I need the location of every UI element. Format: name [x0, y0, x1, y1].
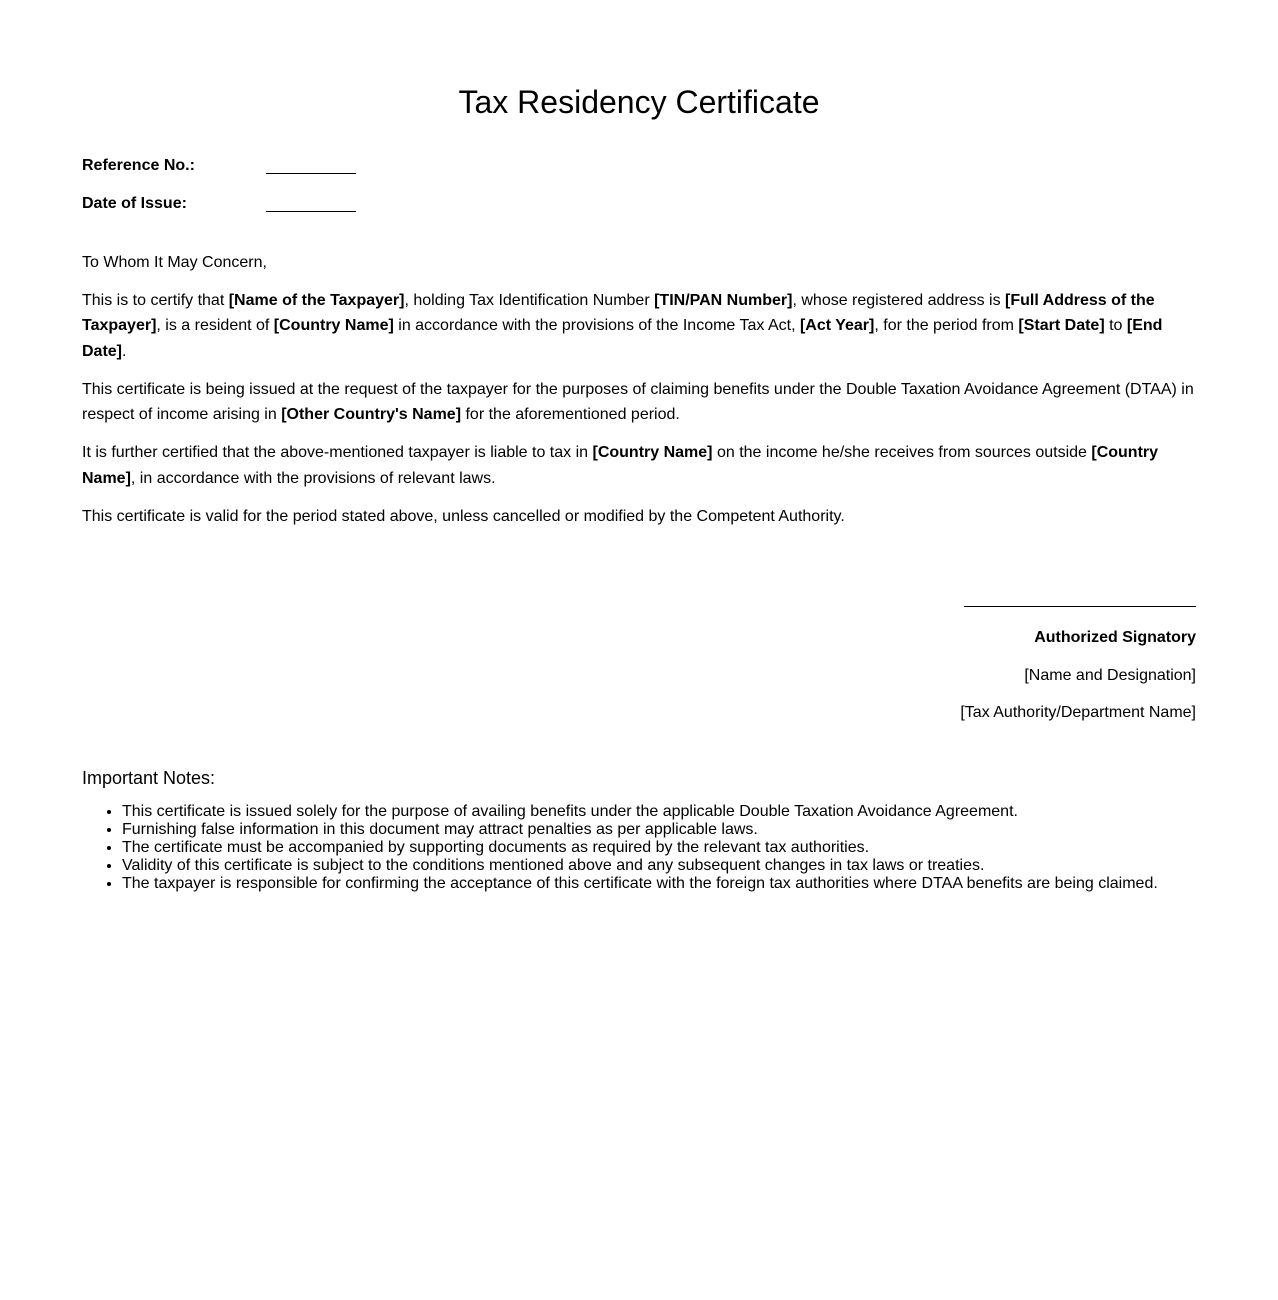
p1-text-3: , whose registered address is — [792, 292, 1006, 309]
salutation: To Whom It May Concern, — [82, 254, 267, 271]
p1-text-1: This is to certify that — [82, 292, 229, 309]
list-item: • Validity of this certificate is subject to the conditions mentioned above and any subsequent changes in tax laws or treaties. — [122, 857, 1196, 875]
country-placeholder-2: [Country Name] — [592, 444, 713, 462]
signature-block — [960, 592, 1196, 723]
p3-text-3: , in accordance with the provisions of relevant laws. — [130, 469, 496, 487]
certificate-body — [82, 250, 1196, 542]
list-item: • The taxpayer is responsible for confirming the acceptance of this certificate with the foreign tax authorities where DTAA benefits are being claimed. — [122, 875, 1196, 893]
p2-text-2: for the aforementioned period. — [461, 406, 680, 424]
reference-blank-line — [266, 156, 356, 174]
act-year-placeholder: [Act Year] — [799, 317, 875, 335]
paragraph-liability — [82, 440, 1196, 491]
notes-list — [82, 803, 1196, 893]
date-label: Date of Issue: — [82, 195, 187, 212]
page-title: Tax Residency Certificate — [458, 84, 820, 120]
signatory-name: [Name and Designation] — [1024, 667, 1196, 684]
notes-heading: Important Notes: — [82, 768, 216, 788]
list-item: • Furnishing false information in this document may attract penalties as per applicable laws. — [122, 821, 1196, 839]
reference-row — [82, 156, 356, 176]
tin-placeholder: [TIN/PAN Number] — [654, 292, 793, 309]
signature-line — [964, 592, 1196, 607]
address-placeholder: [Full Address of the Taxpayer] — [82, 292, 1155, 335]
p1-text-2: , holding Tax Identification Number — [404, 292, 655, 309]
list-item: • The certificate must be accompanied by supporting documents as required by the relevant tax authorities. — [122, 839, 1196, 857]
paragraph-certification — [82, 288, 1196, 364]
paragraph-purpose — [82, 377, 1196, 428]
country-placeholder: [Country Name] — [273, 317, 394, 335]
end-date-placeholder: [End Date] — [82, 317, 1163, 360]
signatory-title: Authorized Signatory — [1034, 629, 1196, 646]
p1-text-4: , is a resident of — [156, 317, 274, 335]
p1-text-8: . — [122, 342, 127, 360]
country-placeholder-3: [Country Name] — [82, 444, 1159, 487]
paragraph-validity: This certificate is valid for the period stated above, unless cancelled or modified by the Competent Authority. — [82, 507, 845, 525]
important-notes — [82, 767, 1196, 893]
taxpayer-name-placeholder: [Name of the Taxpayer] — [228, 292, 405, 309]
signatory-department: [Tax Authority/Department Name] — [960, 704, 1196, 721]
p3-text-1: It is further certified that the above-mentioned taxpayer is liable to tax in — [82, 444, 593, 462]
date-blank-line — [266, 194, 356, 212]
p3-text-2: on the income he/she receives from sources outside — [712, 444, 1092, 462]
reference-label: Reference No.: — [82, 157, 195, 174]
list-item: • This certificate is issued solely for the purpose of availing benefits under the applicable Double Taxation Avoidance Agreement. — [122, 803, 1196, 821]
p1-text-6: , for the period from — [874, 317, 1019, 335]
p1-text-7: to — [1104, 317, 1127, 335]
p1-text-5: in accordance with the provisions of the Income Tax Act, — [393, 317, 800, 335]
start-date-placeholder: [Start Date] — [1018, 317, 1105, 335]
date-row — [82, 194, 356, 214]
other-country-placeholder: [Other Country's Name] — [281, 406, 462, 424]
p2-text-1: This certificate is being issued at the request of the taxpayer for the purposes of claiming benefits under the Double Taxation Avoidance Agreement (DTAA) in respect of income arising in — [82, 380, 1194, 424]
